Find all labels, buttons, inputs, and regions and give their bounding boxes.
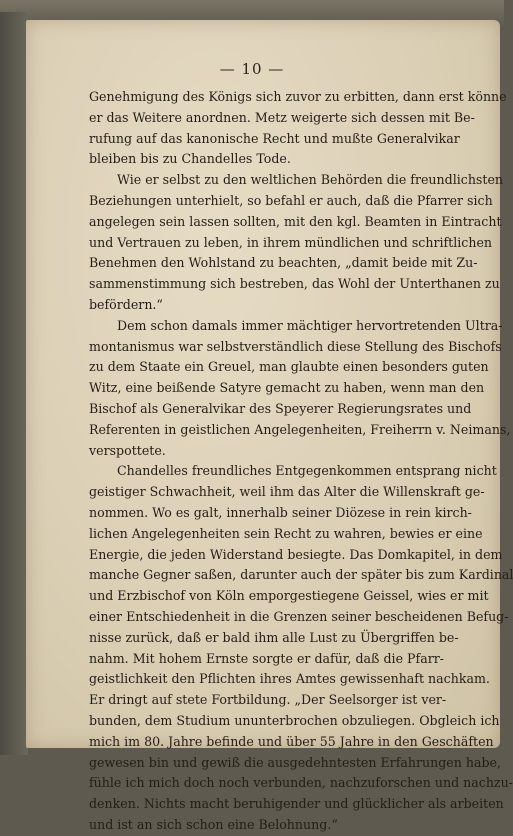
- text-line: denken. Nichts macht beruhigender und glücklicher als arbeiten: [89, 796, 504, 812]
- text-line: geistiger Schwachheit, weil ihm das Alter die Willenskraft ge-: [89, 484, 485, 500]
- body-text: [89, 87, 513, 836]
- text-line: geistlichkeit den Pflichten ihres Amtes gewissenhaft nachkam.: [89, 671, 490, 687]
- text-line: und ist an sich schon eine Belohnung.“: [89, 816, 338, 832]
- text-line: verspottete.: [89, 442, 166, 458]
- text-line: Genehmigung des Königs sich zuvor zu erbitten, dann erst könne: [89, 89, 507, 104]
- text-line: mich im 80. Jahre befinde und über 55 Jahre in den Geschäften: [89, 733, 494, 749]
- text-line: rufung auf das kanonische Recht und mußte Generalvikar: [89, 130, 460, 146]
- text-line: und Erzbischof von Köln emporgestiegene Geissel, wies er mit: [89, 588, 489, 604]
- text-line: Witz, eine beißende Satyre gemacht zu haben, wenn man den: [89, 380, 485, 396]
- text-line: bleiben bis zu Chandelles Tode.: [89, 151, 291, 167]
- text-line: Energie, die jeden Widerstand besiegte. Das Domkapitel, in dem: [89, 546, 503, 562]
- page-number: — 10 —: [219, 60, 285, 78]
- text-line: manche Gegner saßen, darunter auch der später bis zum Kardinal: [89, 567, 513, 583]
- text-line: angelegen sein lassen sollten, mit den kgl. Beamten in Eintracht: [89, 213, 502, 229]
- text-line: fühle ich mich doch noch verbunden, nachzuforschen und nachzu-: [89, 775, 513, 791]
- text-line: befördern.“: [89, 296, 163, 312]
- text-line: nisse zurück, daß er bald ihm alle Lust zu Übergriffen be-: [89, 629, 459, 645]
- text-line: zu dem Staate ein Greuel, man glaubte einen besonders guten: [89, 359, 489, 375]
- book-cover-edge: [0, 12, 28, 755]
- text-line: nahm. Mit hohem Ernste sorgte er dafür, daß die Pfarr-: [89, 650, 444, 666]
- text-line: Referenten in geistlichen Angelegenheiten, Freiherrn v. Neimans,: [89, 421, 511, 437]
- text-line: sammenstimmung sich bestreben, das Wohl der Unterthanen zu: [89, 276, 500, 292]
- text-line: und Vertrauen zu leben, in ihrem mündlichen und schriftlichen: [89, 234, 493, 250]
- text-line: Chandelles freundliches Entgegenkommen entsprang nicht: [117, 463, 497, 479]
- text-line: nommen. Wo es galt, innerhalb seiner Diözese in rein kirch-: [89, 504, 472, 520]
- text-line: einer Entschiedenheit in die Grenzen seiner bescheidenen Befug-: [89, 608, 509, 624]
- text-line: gewesen bin und gewiß die ausgedehntesten Erfahrungen habe,: [89, 754, 501, 770]
- text-line: Dem schon damals immer mächtiger hervortretenden Ultra-: [117, 317, 503, 333]
- text-line: Beziehungen unterhielt, so befahl er auch, daß die Pfarrer sich: [89, 192, 493, 208]
- text-line: montanismus war selbstverständlich diese Stellung des Bischofs: [89, 338, 502, 354]
- text-line: Er dringt auf stete Fortbildung. „Der Seelsorger ist ver-: [89, 692, 447, 708]
- text-line: Bischof als Generalvikar des Speyerer Regierungsrates und: [89, 400, 472, 416]
- text-line: Benehmen den Wohlstand zu beachten, „damit beide mit Zu-: [89, 255, 478, 271]
- text-line: er das Weitere anordnen. Metz weigerte sich dessen mit Be-: [89, 109, 475, 125]
- text-line: bunden, dem Studium ununterbrochen obzuliegen. Obgleich ich: [89, 712, 500, 728]
- text-line: Wie er selbst zu den weltlichen Behörden die freundlichsten: [117, 172, 504, 188]
- text-line: lichen Angelegenheiten sein Recht zu wahren, bewies er eine: [89, 525, 483, 541]
